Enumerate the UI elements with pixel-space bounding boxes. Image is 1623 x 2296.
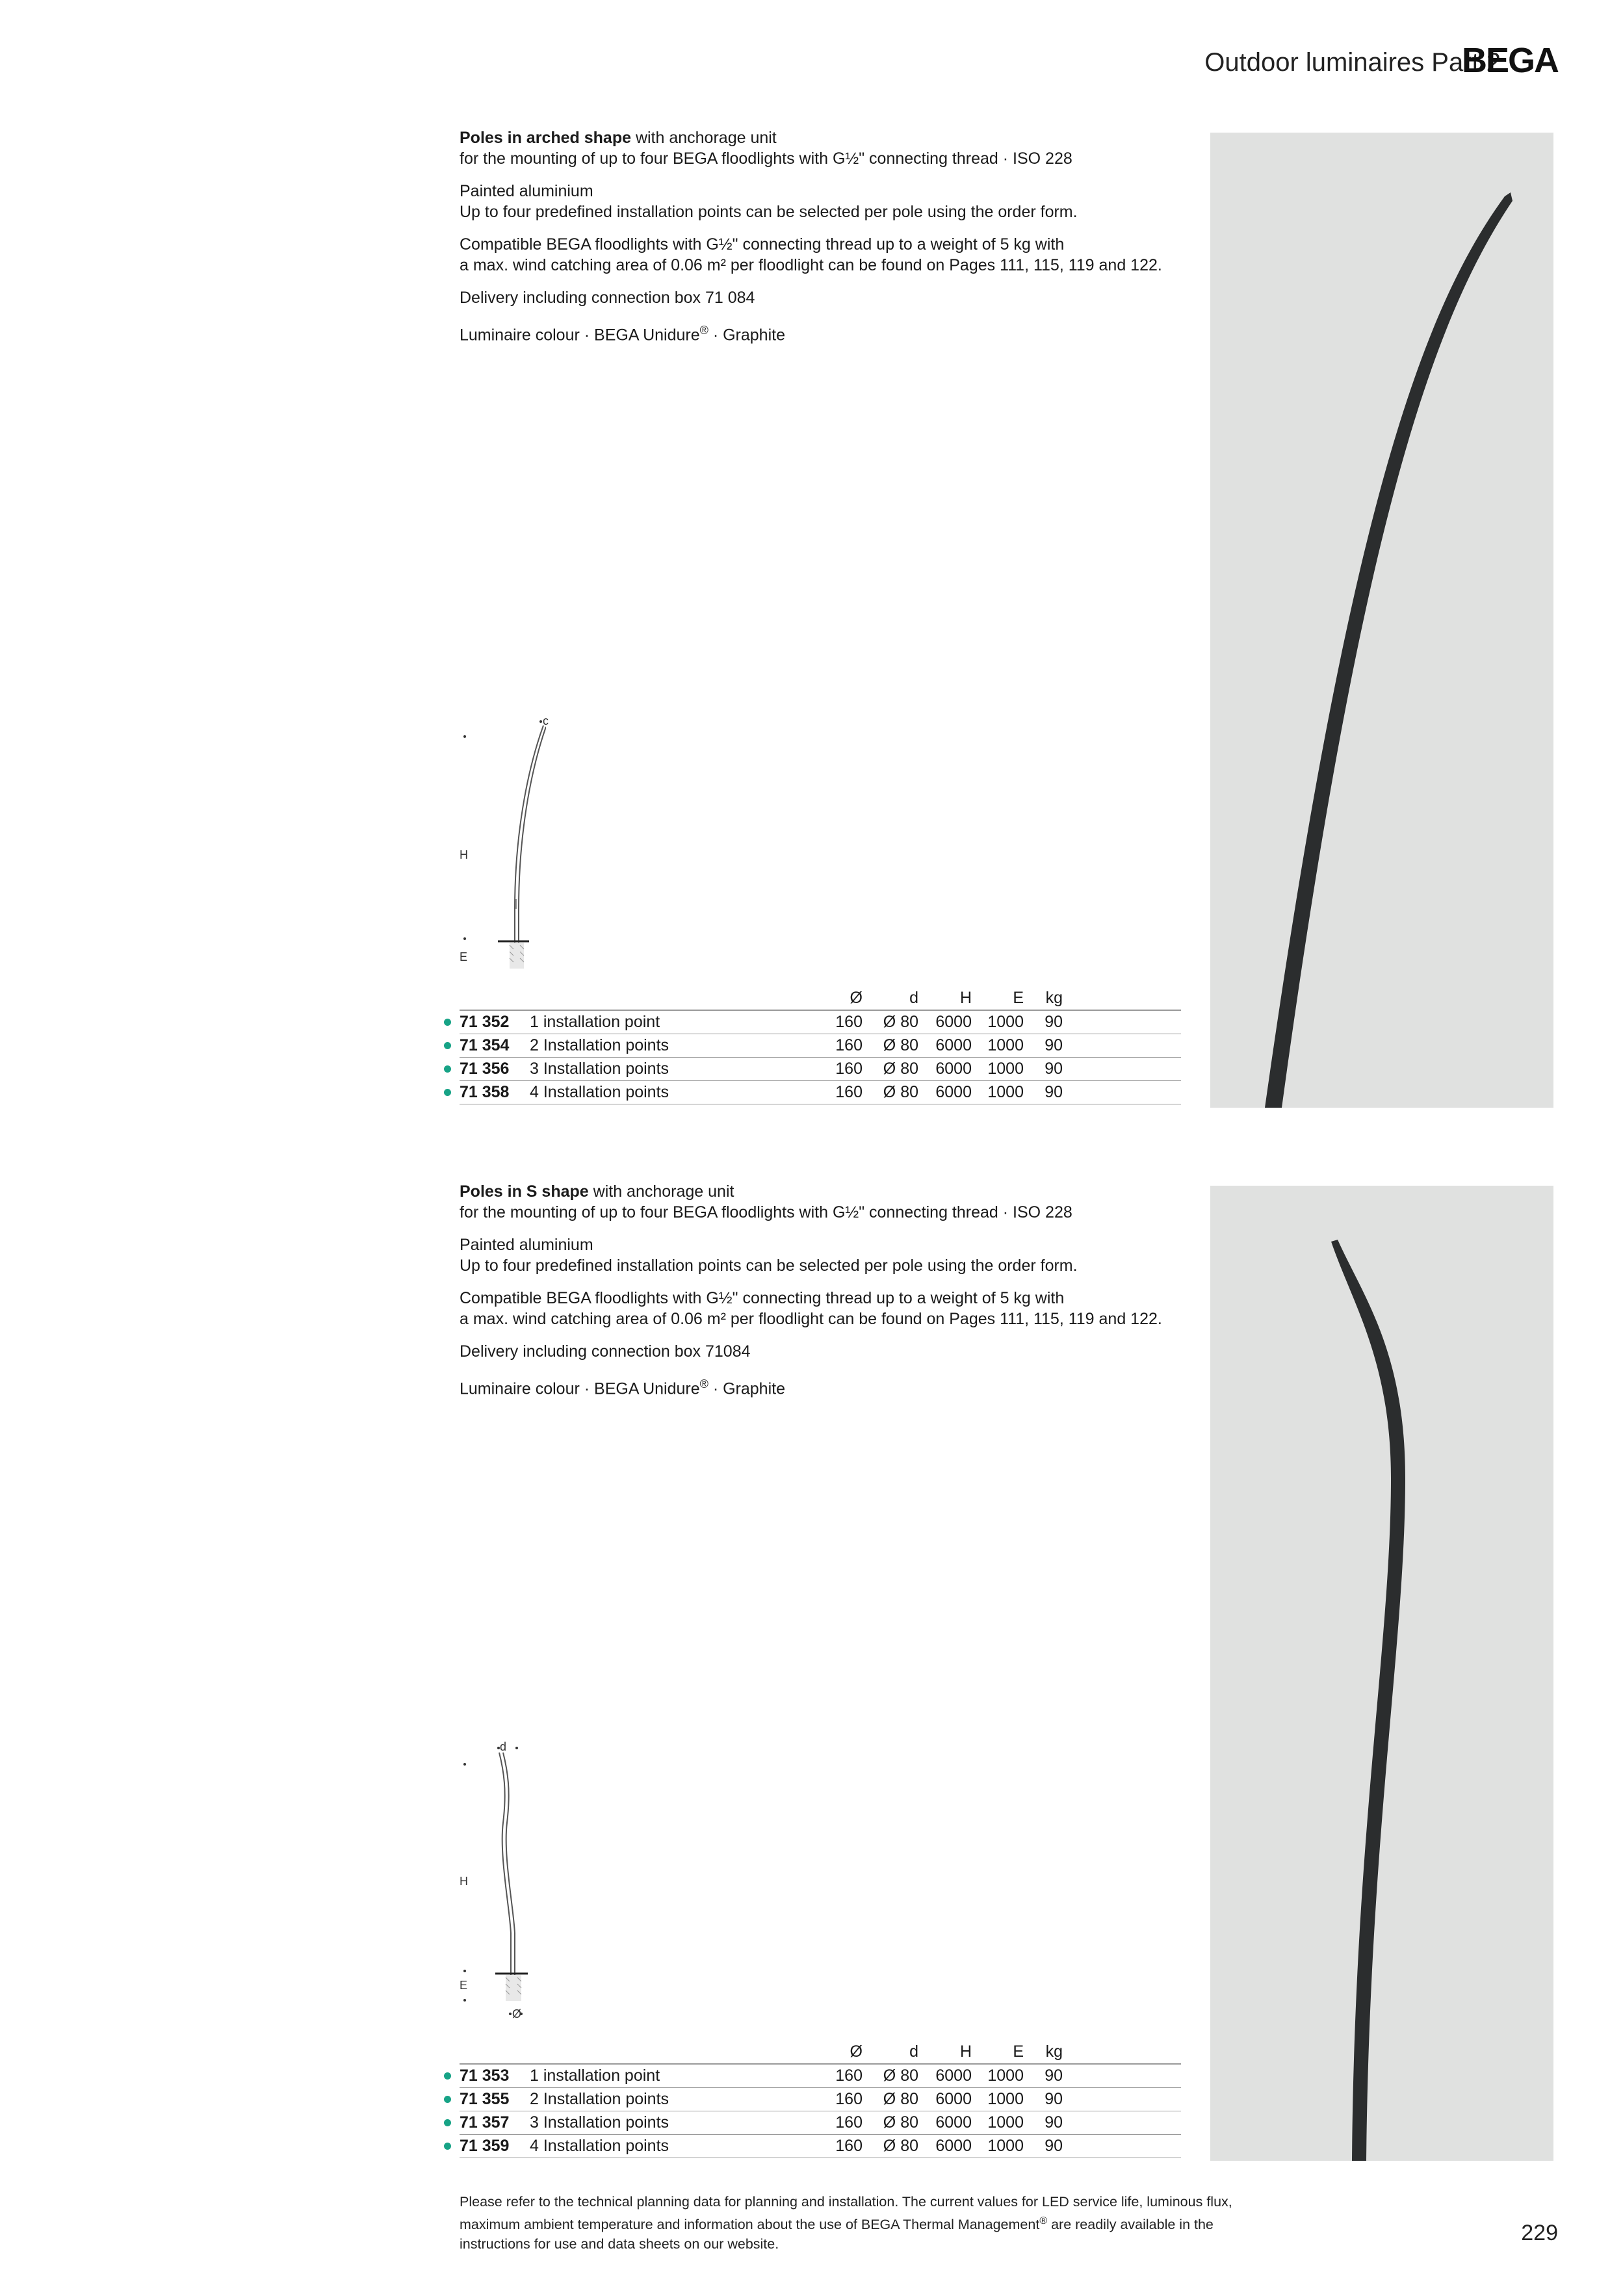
drawing-label-c: c xyxy=(543,714,549,727)
availability-dot xyxy=(444,2143,451,2150)
spec-table-s-shape xyxy=(460,2041,1181,2158)
article-description: 2 Installation points xyxy=(530,2088,798,2111)
drawing-label-e: E xyxy=(460,1979,468,1992)
availability-dot xyxy=(444,2119,451,2126)
column-header-e: E xyxy=(972,987,1024,1010)
article-number: 71 354 xyxy=(460,1036,510,1054)
drawing-label-diameter: Ø xyxy=(512,2007,522,2020)
article-description: 4 Installation points xyxy=(530,2135,798,2158)
value-kg: 90 xyxy=(1024,1081,1063,1104)
bega-logo: BEGA xyxy=(1461,41,1558,80)
section-title: Poles in arched shape xyxy=(460,129,631,147)
value-d: Ø 80 xyxy=(863,2088,918,2111)
value-diameter: 160 xyxy=(798,2135,863,2158)
footer-note: Please refer to the technical planning data for planning and installation. The current values for LED service life, luminous flux, maximum ambient temperature and information about the use of BEGA Thermal Management® are readily available in the instructions for use and data sheets on our website. xyxy=(460,2194,1232,2252)
drawing-label-d: d xyxy=(500,1740,507,1753)
column-header-h: H xyxy=(918,987,972,1010)
arched-pole-technical-drawing xyxy=(455,714,546,975)
value-e: 1000 xyxy=(972,2135,1024,2158)
column-header-d: d xyxy=(863,987,918,1010)
availability-dot xyxy=(444,1019,451,1026)
availability-dot xyxy=(444,2096,451,2103)
s-pole-technical-drawing xyxy=(455,1738,546,2024)
column-header-h: H xyxy=(918,2041,972,2064)
table-header-row xyxy=(460,2041,1181,2064)
value-h: 6000 xyxy=(918,1010,972,1034)
table-row[interactable] xyxy=(460,2135,1181,2158)
availability-dot xyxy=(444,1042,451,1049)
arched-pole-image xyxy=(1210,133,1553,1108)
compatibility-paragraph: Compatible BEGA floodlights with G½" connecting thread up to a weight of 5 kg with a max. wind catching area of 0.06 m² per floodlight can be found on Pages 111, 115, 119 and 122. xyxy=(460,235,1162,274)
value-diameter: 160 xyxy=(798,2111,863,2135)
article-description: 3 Installation points xyxy=(530,2111,798,2135)
table-row[interactable] xyxy=(460,2064,1181,2088)
s-pole-image xyxy=(1210,1186,1553,2161)
value-kg: 90 xyxy=(1024,1010,1063,1034)
page-number: 229 xyxy=(1521,2221,1558,2245)
value-kg: 90 xyxy=(1024,2088,1063,2111)
value-diameter: 160 xyxy=(798,2088,863,2111)
value-kg: 90 xyxy=(1024,1058,1063,1081)
value-d: Ø 80 xyxy=(863,1010,918,1034)
section-title: Poles in S shape xyxy=(460,1182,589,1201)
section-intro: Poles in S shape with anchorage unit for the mounting of up to four BEGA floodlights with G½" connecting thread · ISO 228 xyxy=(460,1182,1072,1221)
column-header-kg: kg xyxy=(1024,2041,1063,2064)
table-row[interactable] xyxy=(460,1081,1181,1104)
value-e: 1000 xyxy=(972,1010,1024,1034)
value-kg: 90 xyxy=(1024,2135,1063,2158)
value-d: Ø 80 xyxy=(863,2111,918,2135)
value-d: Ø 80 xyxy=(863,2064,918,2088)
column-header-diameter: Ø xyxy=(798,987,863,1010)
value-diameter: 160 xyxy=(798,1058,863,1081)
article-number: 71 358 xyxy=(460,1083,510,1101)
value-h: 6000 xyxy=(918,1034,972,1058)
value-kg: 90 xyxy=(1024,2064,1063,2088)
article-number: 71 352 xyxy=(460,1013,510,1031)
table-row[interactable] xyxy=(460,1058,1181,1081)
value-d: Ø 80 xyxy=(863,1081,918,1104)
value-h: 6000 xyxy=(918,2088,972,2111)
value-h: 6000 xyxy=(918,2064,972,2088)
value-h: 6000 xyxy=(918,2135,972,2158)
article-description: 2 Installation points xyxy=(530,1034,798,1058)
availability-dot xyxy=(444,2072,451,2080)
value-h: 6000 xyxy=(918,2111,972,2135)
value-diameter: 160 xyxy=(798,2064,863,2088)
value-kg: 90 xyxy=(1024,2111,1063,2135)
colour-paragraph: Luminaire colour · BEGA Unidure® · Graphite xyxy=(460,324,785,345)
value-d: Ø 80 xyxy=(863,2135,918,2158)
section-arched-poles xyxy=(460,127,1181,357)
value-h: 6000 xyxy=(918,1081,972,1104)
value-e: 1000 xyxy=(972,2088,1024,2111)
value-d: Ø 80 xyxy=(863,1058,918,1081)
article-number: 71 359 xyxy=(460,2137,510,2155)
article-number: 71 356 xyxy=(460,1060,510,1078)
value-diameter: 160 xyxy=(798,1034,863,1058)
value-d: Ø 80 xyxy=(863,1034,918,1058)
column-header-e: E xyxy=(972,2041,1024,2064)
value-kg: 90 xyxy=(1024,1034,1063,1058)
value-e: 1000 xyxy=(972,1081,1024,1104)
product-photo-arched-pole xyxy=(1210,133,1553,1108)
article-description: 4 Installation points xyxy=(530,1081,798,1104)
value-diameter: 160 xyxy=(798,1010,863,1034)
page-header-title: Outdoor luminaires Part 2 xyxy=(1204,48,1501,77)
material-paragraph: Painted aluminium Up to four predefined installation points can be selected per pole using the order form. xyxy=(460,182,1078,221)
section-s-shape-poles xyxy=(460,1181,1181,1411)
product-photo-s-pole xyxy=(1210,1186,1553,2161)
column-header-d: d xyxy=(863,2041,918,2064)
column-header-kg: kg xyxy=(1024,987,1063,1010)
drawing-label-h: H xyxy=(460,848,468,861)
value-diameter: 160 xyxy=(798,1081,863,1104)
table-row[interactable] xyxy=(460,2111,1181,2135)
value-e: 1000 xyxy=(972,2111,1024,2135)
drawing-label-e: E xyxy=(460,950,468,963)
compatibility-paragraph: Compatible BEGA floodlights with G½" connecting thread up to a weight of 5 kg with a max. wind catching area of 0.06 m² per floodlight can be found on Pages 111, 115, 119 and 122. xyxy=(460,1289,1162,1328)
material-paragraph: Painted aluminium Up to four predefined installation points can be selected per pole using the order form. xyxy=(460,1236,1078,1275)
article-number: 71 357 xyxy=(460,2113,510,2132)
table-header-row xyxy=(460,987,1181,1010)
article-description: 3 Installation points xyxy=(530,1058,798,1081)
spec-table-arched xyxy=(460,987,1181,1104)
value-e: 1000 xyxy=(972,1034,1024,1058)
table-row[interactable] xyxy=(460,1010,1181,1034)
drawing-label-h: H xyxy=(460,1875,468,1888)
column-header-diameter: Ø xyxy=(798,2041,863,2064)
article-number: 71 353 xyxy=(460,2067,510,2085)
delivery-paragraph: Delivery including connection box 71084 xyxy=(460,1342,751,1361)
availability-dot xyxy=(444,1065,451,1073)
value-h: 6000 xyxy=(918,1058,972,1081)
availability-dot xyxy=(444,1089,451,1096)
article-number: 71 355 xyxy=(460,2090,510,2108)
table-row[interactable] xyxy=(460,2088,1181,2111)
article-description: 1 installation point xyxy=(530,2064,798,2088)
colour-paragraph: Luminaire colour · BEGA Unidure® · Graphite xyxy=(460,1377,785,1398)
table-row[interactable] xyxy=(460,1034,1181,1058)
article-description: 1 installation point xyxy=(530,1010,798,1034)
value-e: 1000 xyxy=(972,1058,1024,1081)
value-e: 1000 xyxy=(972,2064,1024,2088)
delivery-paragraph: Delivery including connection box 71 084 xyxy=(460,289,755,307)
section-intro: Poles in arched shape with anchorage unit for the mounting of up to four BEGA floodlights with G½" connecting thread · ISO 228 xyxy=(460,129,1072,168)
